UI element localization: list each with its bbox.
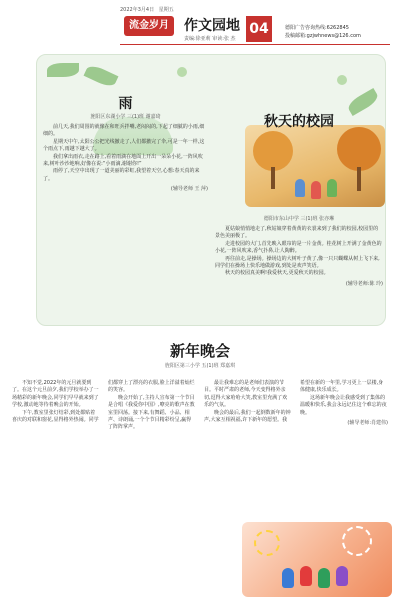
child-figure-icon xyxy=(318,568,330,588)
weekday-text: 星期五 xyxy=(158,7,174,13)
article-autumn-body xyxy=(215,213,383,326)
contact-info xyxy=(285,24,361,40)
paragraph: 再往前走,是操场。操场边的大树叶子黄了,像一只只蝴蝶从树上飞下来,同学们在操场上快乐地做游戏,到处是欢声笑语。 xyxy=(215,255,380,270)
paragraph: 下午,教室里张灯结彩,到处都贴着喜庆的对联和窗花,显得格外热闹。同学们都穿上了漂亮的衣服,脸上洋溢着灿烂的笑容。 xyxy=(12,380,195,424)
paragraph: 最让我难忘的是老师们表演的节目。平时严肃的老师,今天变得格外亲切,逗得大家哈哈大笑,教室里充满了欢乐的气氛。 xyxy=(204,380,288,409)
firework-icon xyxy=(342,526,372,556)
page-header xyxy=(0,0,410,46)
article-title: 秋天的校园 xyxy=(264,114,334,130)
article-rain xyxy=(43,93,208,321)
paragraph: 晚会开始了,主持人宣布第一个节目是合唱《我爱你中国》,嘹亮的歌声在教室里回荡。接下来,有舞蹈、小品、相声、诗朗诵,一个个节目精彩纷呈,赢得了阵阵掌声。 xyxy=(108,394,195,431)
upper-panel xyxy=(36,54,386,326)
paragraph: 前几天,我们周围的就像在和旺兵拌嘴,老闷闷的,下起了细腻的小雨,细细的。 xyxy=(43,124,205,138)
paragraph: 这场新年晚会让我感受到了集体的温暖和快乐,我会永远记住这个难忘的夜晚。 xyxy=(300,394,387,416)
header-divider xyxy=(120,44,390,45)
article-byline: 旌阳区第三小学 五(1)班 郑嘉琪 xyxy=(164,363,236,369)
new-year-party-illustration xyxy=(242,522,392,597)
teacher-credit: (辅导老师:陈 玲) xyxy=(345,280,383,287)
article-title: 雨 xyxy=(118,96,133,112)
article-byline: 德阳市东山中学 三(1)班 张亦琳 xyxy=(263,216,335,222)
leaf-decoration-icon xyxy=(84,63,119,89)
dot-decoration-icon xyxy=(177,67,187,77)
child-figure-icon xyxy=(300,566,312,586)
leaf-decoration-icon xyxy=(47,63,79,77)
paragraph: 我们拿出雨衣,走在路上,看着雨滴在地面上开出一朵朵小花,一阵风吹来,树叶沙沙地响,好像在说:“小雨滴,谢谢你!” xyxy=(43,153,203,168)
page-number: 04 xyxy=(246,16,272,42)
date-text: 2022年3月4日 xyxy=(120,7,155,13)
child-figure-icon xyxy=(336,566,348,586)
paragraph: 星期天中午,太阳公公把光线撤走了,人们都撤完了伞,可是一年一样,这个雨点下,雨越下越大了。 xyxy=(43,138,205,153)
article-byline: 旌阳区东湖小学 三(1)班 谢嘉琦 xyxy=(90,114,161,120)
teacher-credit: (辅导老师 王 萍) xyxy=(170,186,208,193)
paragraph: 走进校园的大门,首先映入眼帘的是一片金黄。桂花树上开满了金黄色的小花,一阵风吹来,香气扑鼻,让人陶醉。 xyxy=(215,240,382,255)
dot-decoration-icon xyxy=(337,75,347,85)
teacher-credit: (辅导老师:肖建伟) xyxy=(347,420,388,427)
paragraph: 夏姑娘悄悄地走了,秋姑娘穿着黄黄的衣裳来到了我们的校园,校园里的景色美丽极了。 xyxy=(215,226,379,240)
firework-icon xyxy=(254,530,280,556)
paragraph: 秋天的校园真美啊!我爱秋天,更爱秋天的校园。 xyxy=(225,270,329,277)
editors-line: 责编:徐亚莉 审读:张 杰 xyxy=(184,36,236,42)
section-title: 作文园地 xyxy=(184,18,240,34)
article-body xyxy=(215,226,383,278)
article-new-year-party xyxy=(12,340,388,602)
paragraph: 雨停了,天空中出现了一道美丽的彩虹,我望着天空,心想:春天真的来了。 xyxy=(43,168,200,182)
paragraph: 不知不觉,2022年的元旦就要到了。在这个元旦前夕,我们学校举办了一场精彩的新年晚会,同学们早早就来到了学校,激动地等待着晚会的开始。 xyxy=(12,380,99,409)
article-title: 新年晚会 xyxy=(169,342,230,360)
paragraph: 晚会的最后,我们一起倒数新年的钟声,大家互相祝福,许下新年的愿望。我希望在新的一年里,学习更上一层楼,身体健康,快乐成长。 xyxy=(204,380,384,424)
article-body xyxy=(43,124,208,183)
ad-hotline: 德阳广告咨询热线:6262845 xyxy=(285,25,349,31)
issue-date xyxy=(120,6,177,13)
column-logo: 流金岁月 xyxy=(124,16,174,36)
child-figure-icon xyxy=(282,568,294,588)
submission-email: 投稿邮箱:gzjwhnews@126.com xyxy=(285,33,361,39)
